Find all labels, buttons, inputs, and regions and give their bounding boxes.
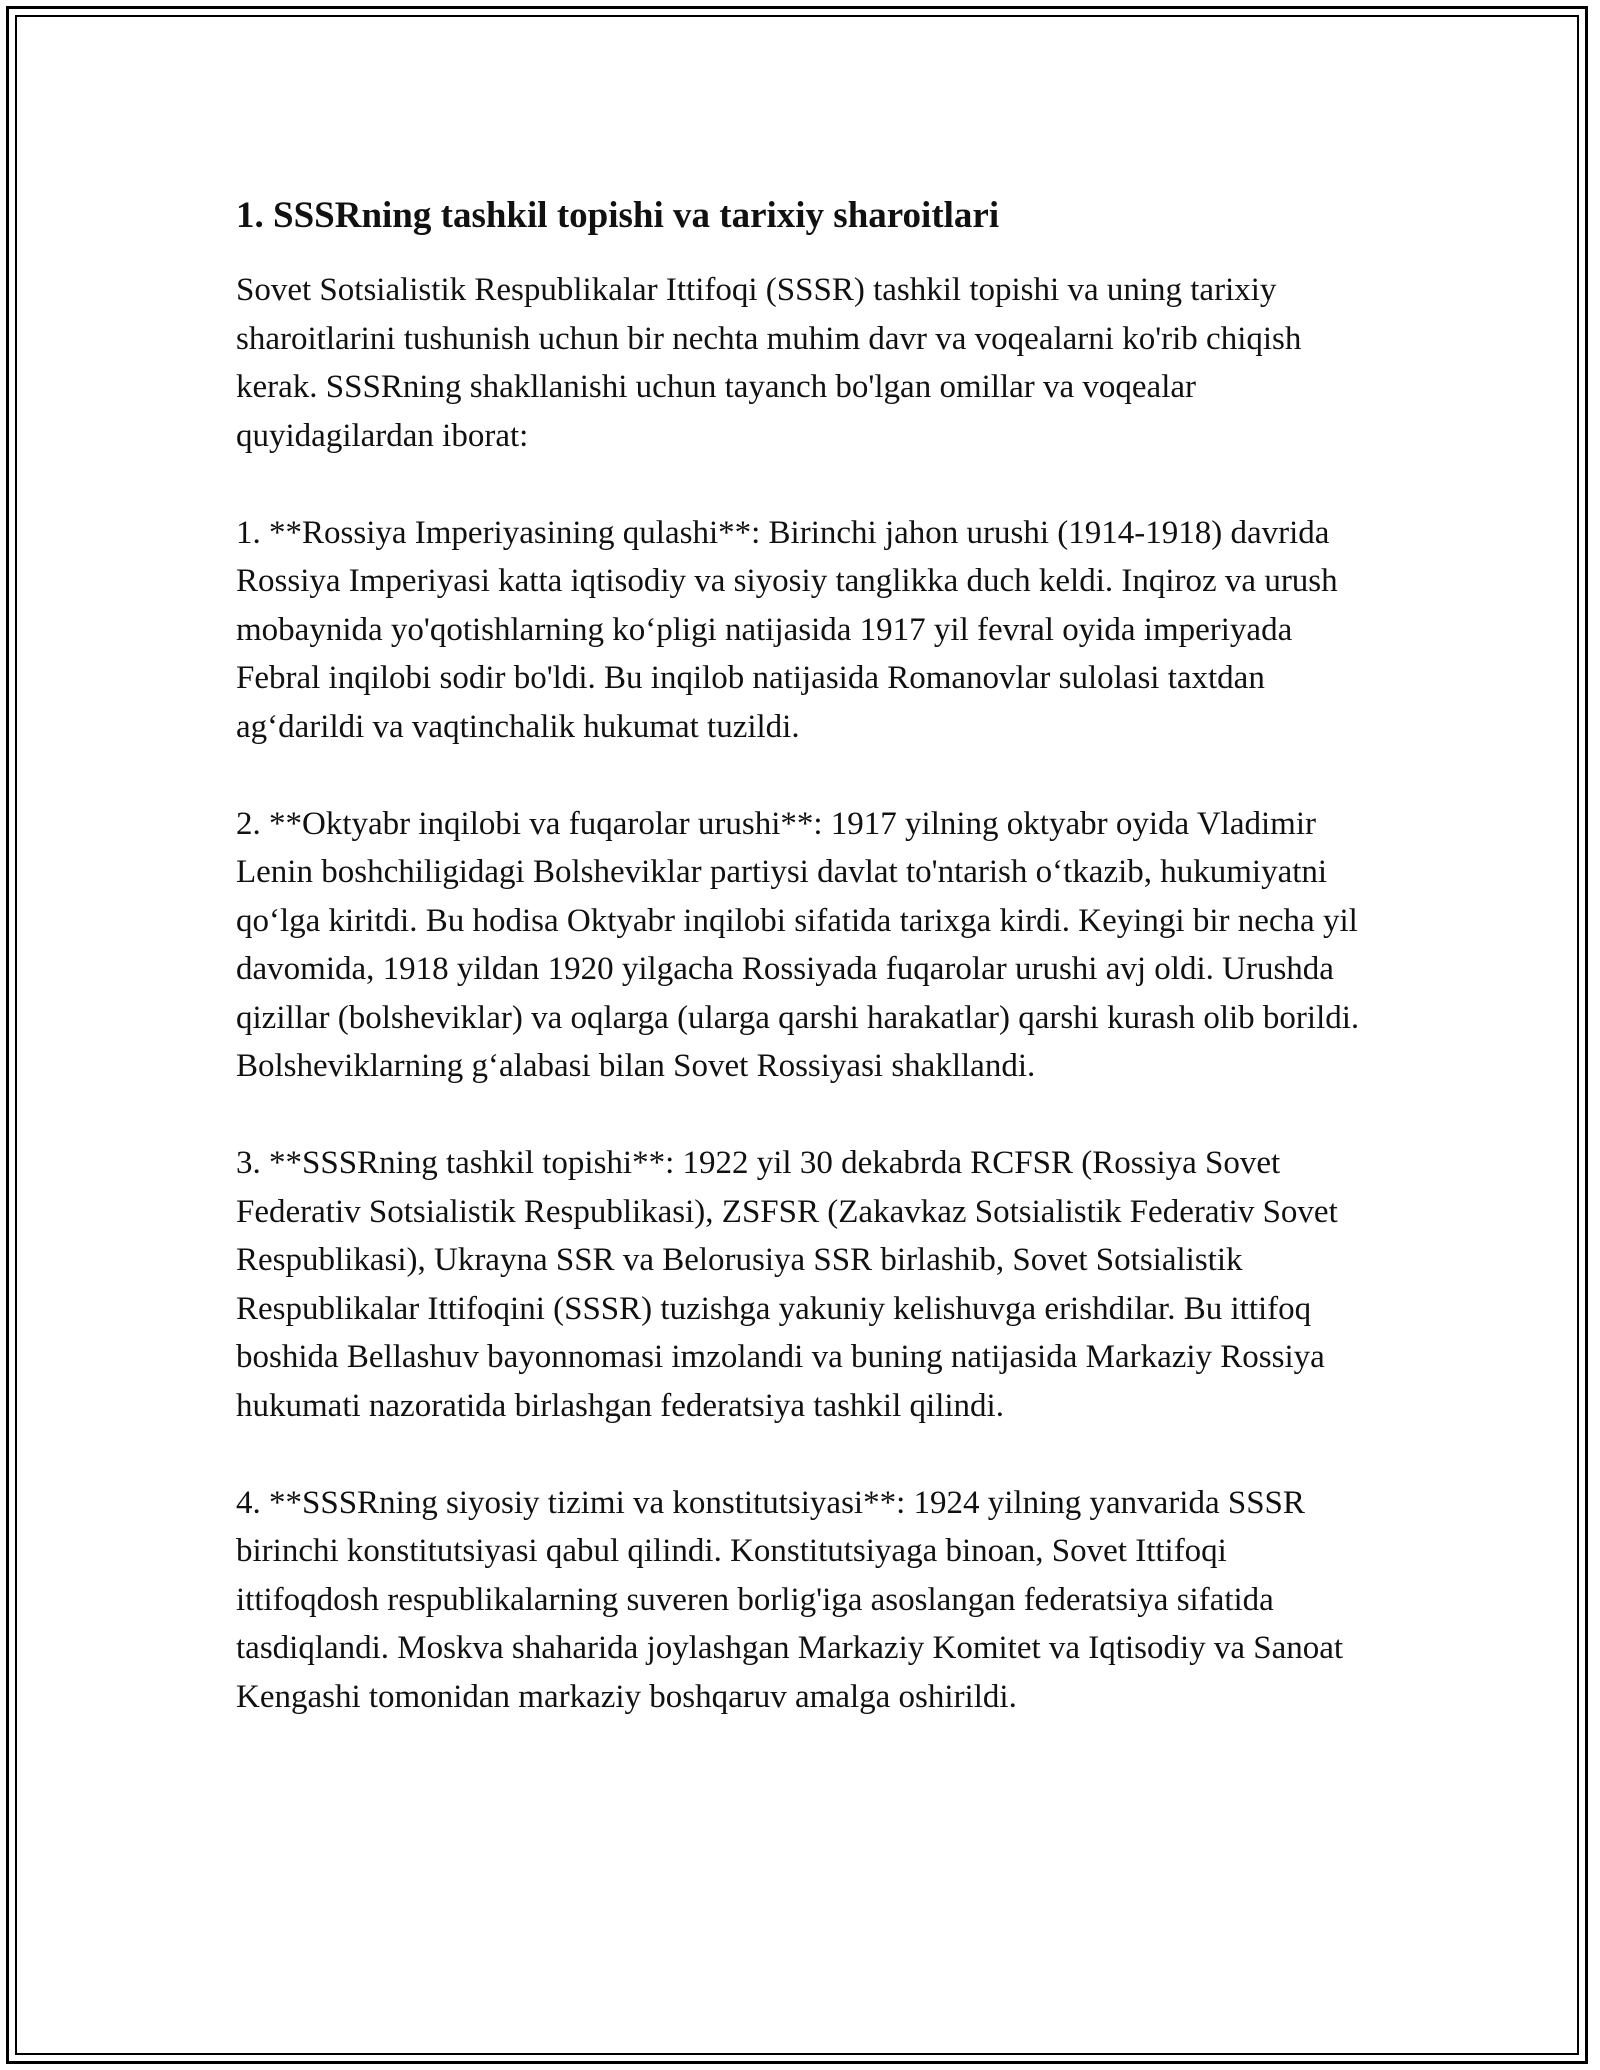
paragraph-october-revolution: 2. **Oktyabr inqilobi va fuqarolar urushi**: 1917 yilning oktyabr oyida Vladimir Lenin boshchiligidagi Bolsheviklar partiysi davlat to'ntarish oʻtkazib, hukumiyatni qoʻlga kiritdi. Bu hodisa Oktyabr inqilobi sifatida tarixga kirdi. Keyingi bir necha yil davomida, 1918 yildan 1920 yilgacha Rossiyada fuqarolar urushi avj oldi. Urushda qizillar (bolsheviklar) va oqlarga (ularga qarshi harakatlar) qarshi kurash olib borildi. Bolsheviklarning gʻalabasi bilan Sovet Rossiyasi shakllandi. [236, 805, 1360, 1084]
paragraph-political-system: 4. **SSSRning siyosiy tizimi va konstitutsiyasi**: 1924 yilning yanvarida SSSR birinchi konstitutsiyasi qabul qilindi. Konstitutsiyaga binoan, Sovet Ittifoqi ittifoqdosh respublikalarning suveren borlig'iga asoslangan federatsiya sifatida tasdiqlandi. Moskva shaharida joylashgan Markaziy Komitet va Iqtisodiy va Sanoat Kengashi tomonidan markaziy boshqaruv amalga oshirildi. [236, 1484, 1344, 1715]
paragraph-russian-empire-collapse: 1. **Rossiya Imperiyasining qulashi**: Birinchi jahon urushi (1914-1918) davrida Rossiya Imperiyasi katta iqtisodiy va siyosiy tanglikka duch keldi. Inqiroz va urush mobaynida yo'qotishlarning koʻpligi natijasida 1917 yil fevral oyida imperiyada Febral inqilobi sodir bo'ldi. Bu inqilob natijasida Romanovlar sulolasi taxtdan agʻdarildi va vaqtinchalik hukumat tuzildi. [236, 514, 1338, 745]
paragraph-ussr-formation: 3. **SSSRning tashkil topishi**: 1922 yil 30 dekabrda RCFSR (Rossiya Sovet Federativ Sotsialistik Respublikasi), ZSFSR (Zakavkaz Sotsialistik Federativ Sovet Respublikasi), Ukrayna SSR va Belorusiya SSR birlashib, Sovet Sotsialistik Respublikalar Ittifoqini (SSSR) tuzishga yakuniy kelishuvga erishdilar. Bu ittifoq boshida Bellashuv bayonnomasi imzolandi va buning natijasida Markaziy Rossiya hukumati nazoratida birlashgan federatsiya tashkil qilindi. [236, 1145, 1338, 1424]
section-heading: 1. SSSRning tashkil topishi va tarixiy sharoitlari [236, 195, 1000, 236]
intro-paragraph: Sovet Sotsialistik Respublikalar Ittifoqi (SSSR) tashkil topishi va uning tarixiy sharoitlarini tushunish uchun bir nechta muhim davr va voqealarni ko'rib chiqish kerak. SSSRning shakllanishi uchun tayanch bo'lgan omillar va voqealar quyidagilardan iborat: [236, 272, 1302, 454]
document-body [236, 188, 1366, 1770]
